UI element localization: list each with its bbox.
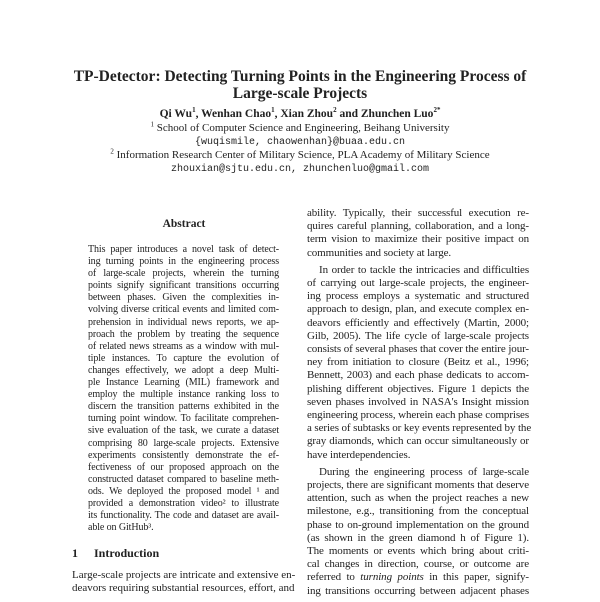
affiliation-2 xyxy=(0,149,600,163)
text-line: of related news streams as a window with mul- xyxy=(88,340,279,352)
text-line: The moments or events which bring about criti- xyxy=(307,545,529,558)
separator: , xyxy=(195,108,202,120)
text-line: engineering process, wherein each phase comprises xyxy=(307,409,529,422)
text-line: This paper introduces a novel task of detect- xyxy=(88,244,279,255)
text-line: experiments consistently demonstrate the ef- xyxy=(88,449,279,461)
text-line: Bennett, 2003) and each phase dedicats to accom- xyxy=(307,369,529,382)
text-line: phase to on-ground implementation on the ground xyxy=(307,518,529,531)
text-line: (as shown in the green diamond h of Figure 1). xyxy=(307,531,529,544)
affiliations xyxy=(0,122,600,176)
text-line: ing turning points in the engineering process xyxy=(88,256,279,268)
affiliation-2-emails: zhouxian@sjtu.edu.cn, zhunchenluo@gmail.com xyxy=(170,163,430,175)
text-line: discern the transition patterns exhibited in the xyxy=(88,401,279,413)
text-line: volving diverse critical events and limited com- xyxy=(88,304,279,316)
text-line: have interdependencies. xyxy=(307,448,411,461)
text-line: quires careful planning, collaboration, and a long- xyxy=(307,220,529,233)
affiliation-1-emails: {wuqismile, chaowenhan}@buaa.edu.cn xyxy=(194,136,406,148)
author-aff: 1 xyxy=(192,106,196,115)
author-name: Zhunchen Luo xyxy=(360,108,434,120)
text-line: ing process employs a systematic and structured xyxy=(307,290,529,303)
text-line: sive evaluation of the task, we curate a dataset xyxy=(88,425,279,437)
author-name: Xian Zhou xyxy=(280,108,334,120)
text-line: referred to turning points in this paper, signify- xyxy=(307,571,529,584)
text-line: provided a demonstration video² to illustrate xyxy=(88,497,279,509)
author-list xyxy=(0,108,600,120)
text-line: of large-scale projects, wherein the turning xyxy=(88,268,279,280)
abstract-heading: Abstract xyxy=(162,218,206,230)
title-line-1: TP-Detector: Detecting Turning Points in the Engineering Process of xyxy=(73,68,527,85)
text-line: turning point window. To facilitate comprehen- xyxy=(88,413,279,425)
text-line: seven phases involved in NASA's Insight mission xyxy=(307,395,529,408)
text-line: its functionality. The code and dataset are avail- xyxy=(88,510,279,522)
text-line: ney from initiation to closure (Beitz et al., 1996; xyxy=(307,356,529,369)
introduction-left-text xyxy=(72,569,296,595)
aff-name: School of Computer Science and Engineering, Beihang University xyxy=(156,122,450,134)
aff-mark: 1 xyxy=(150,120,155,129)
text-line: In order to tackle the intricacies and difficulties xyxy=(319,263,529,276)
text-line: ing transitions occurring between adjacent phases xyxy=(307,584,529,597)
title-line-2: Large-scale Projects xyxy=(232,85,368,102)
paper-title xyxy=(0,68,600,102)
text-line: constructed dataset compared to baseline meth- xyxy=(88,473,279,485)
abstract-body xyxy=(88,244,279,534)
text-line: prehension in individual news reports, we ap- xyxy=(88,316,279,328)
text-line: approach to design, plan, and execute complex en- xyxy=(307,303,529,316)
text-line: employ the multiple instance ranking loss to xyxy=(88,389,279,401)
text-line: deavors requiring substantial resources, effort, and xyxy=(72,582,295,594)
text-line: of carrying out large-scale projects, the engineer- xyxy=(307,277,529,290)
text-line: cal changes in direction, course, or outcome are xyxy=(307,558,529,571)
section-number: 1 xyxy=(72,546,78,560)
text-line: points signify significant transitions occurring xyxy=(88,280,279,292)
text-line: changes effectively, we adopt a deep Multi- xyxy=(88,364,279,376)
text-line: proach the problem by treating the sequence xyxy=(88,328,279,340)
right-column-text xyxy=(307,207,532,602)
paragraph xyxy=(307,466,529,598)
separator: , xyxy=(274,108,281,120)
author-aff: 2 xyxy=(333,106,337,115)
text-line: comprising 80 large-scale projects. Extensive xyxy=(88,437,279,449)
separator: and xyxy=(336,108,361,120)
section-title: Introduction xyxy=(94,546,160,560)
affiliation-1 xyxy=(0,122,600,136)
author-name: Qi Wu xyxy=(159,108,193,120)
text-line: consists of several phases that cover the entire jour- xyxy=(307,343,529,356)
text-line: gray diamonds, which can occur simultaneously or xyxy=(307,435,529,448)
text-line: ability. Typically, their successful execution re- xyxy=(307,207,529,219)
text-line: fectiveness of our proposed approach on the xyxy=(88,461,279,473)
paragraph xyxy=(307,263,532,462)
text-line: Gilb, 2005). The life cycle of large-scale projects xyxy=(307,329,529,342)
text-line: tiple instances. To capture the evolution of xyxy=(88,352,279,364)
text-line: Large-scale projects are intricate and extensive en- xyxy=(72,569,296,581)
text-line: During the engineering process of large-scale xyxy=(319,465,529,478)
aff-name: Information Research Center of Military Science, PLA Academy of Military Science xyxy=(116,149,490,161)
text-line: between phases. Given the complexities in- xyxy=(88,292,279,304)
text-line: milestone, e.g., transitioning from the conceptual xyxy=(307,505,529,518)
text-line: ple Instance Learning (MIL) framework and xyxy=(88,377,279,389)
text-line: able on GitHub³. xyxy=(88,522,154,534)
text-line: a series of subtasks or key events represented by the xyxy=(307,422,532,435)
section-heading-introduction xyxy=(72,546,159,561)
text-line: ods. We deployed the proposed model ¹ and xyxy=(88,485,279,497)
aff-mark: 2 xyxy=(110,147,114,156)
text-line: projects, there are significant moments that deserve xyxy=(307,479,529,492)
author-name: Wenhan Chao xyxy=(201,108,272,120)
paragraph xyxy=(307,207,529,260)
author-aff: 1 xyxy=(271,106,275,115)
text-line: attention, such as when the project reaches a new xyxy=(307,492,529,505)
text-line: communities and society at large. xyxy=(307,246,452,259)
text-line: deavors efficiently and effectively (Martin, 2000; xyxy=(307,316,529,329)
author-aff: 2* xyxy=(433,106,441,115)
text-line: term vision to maximize their positive impact on xyxy=(307,233,529,246)
text-line: plishing different objectives. Figure 1 depicts the xyxy=(307,382,529,395)
